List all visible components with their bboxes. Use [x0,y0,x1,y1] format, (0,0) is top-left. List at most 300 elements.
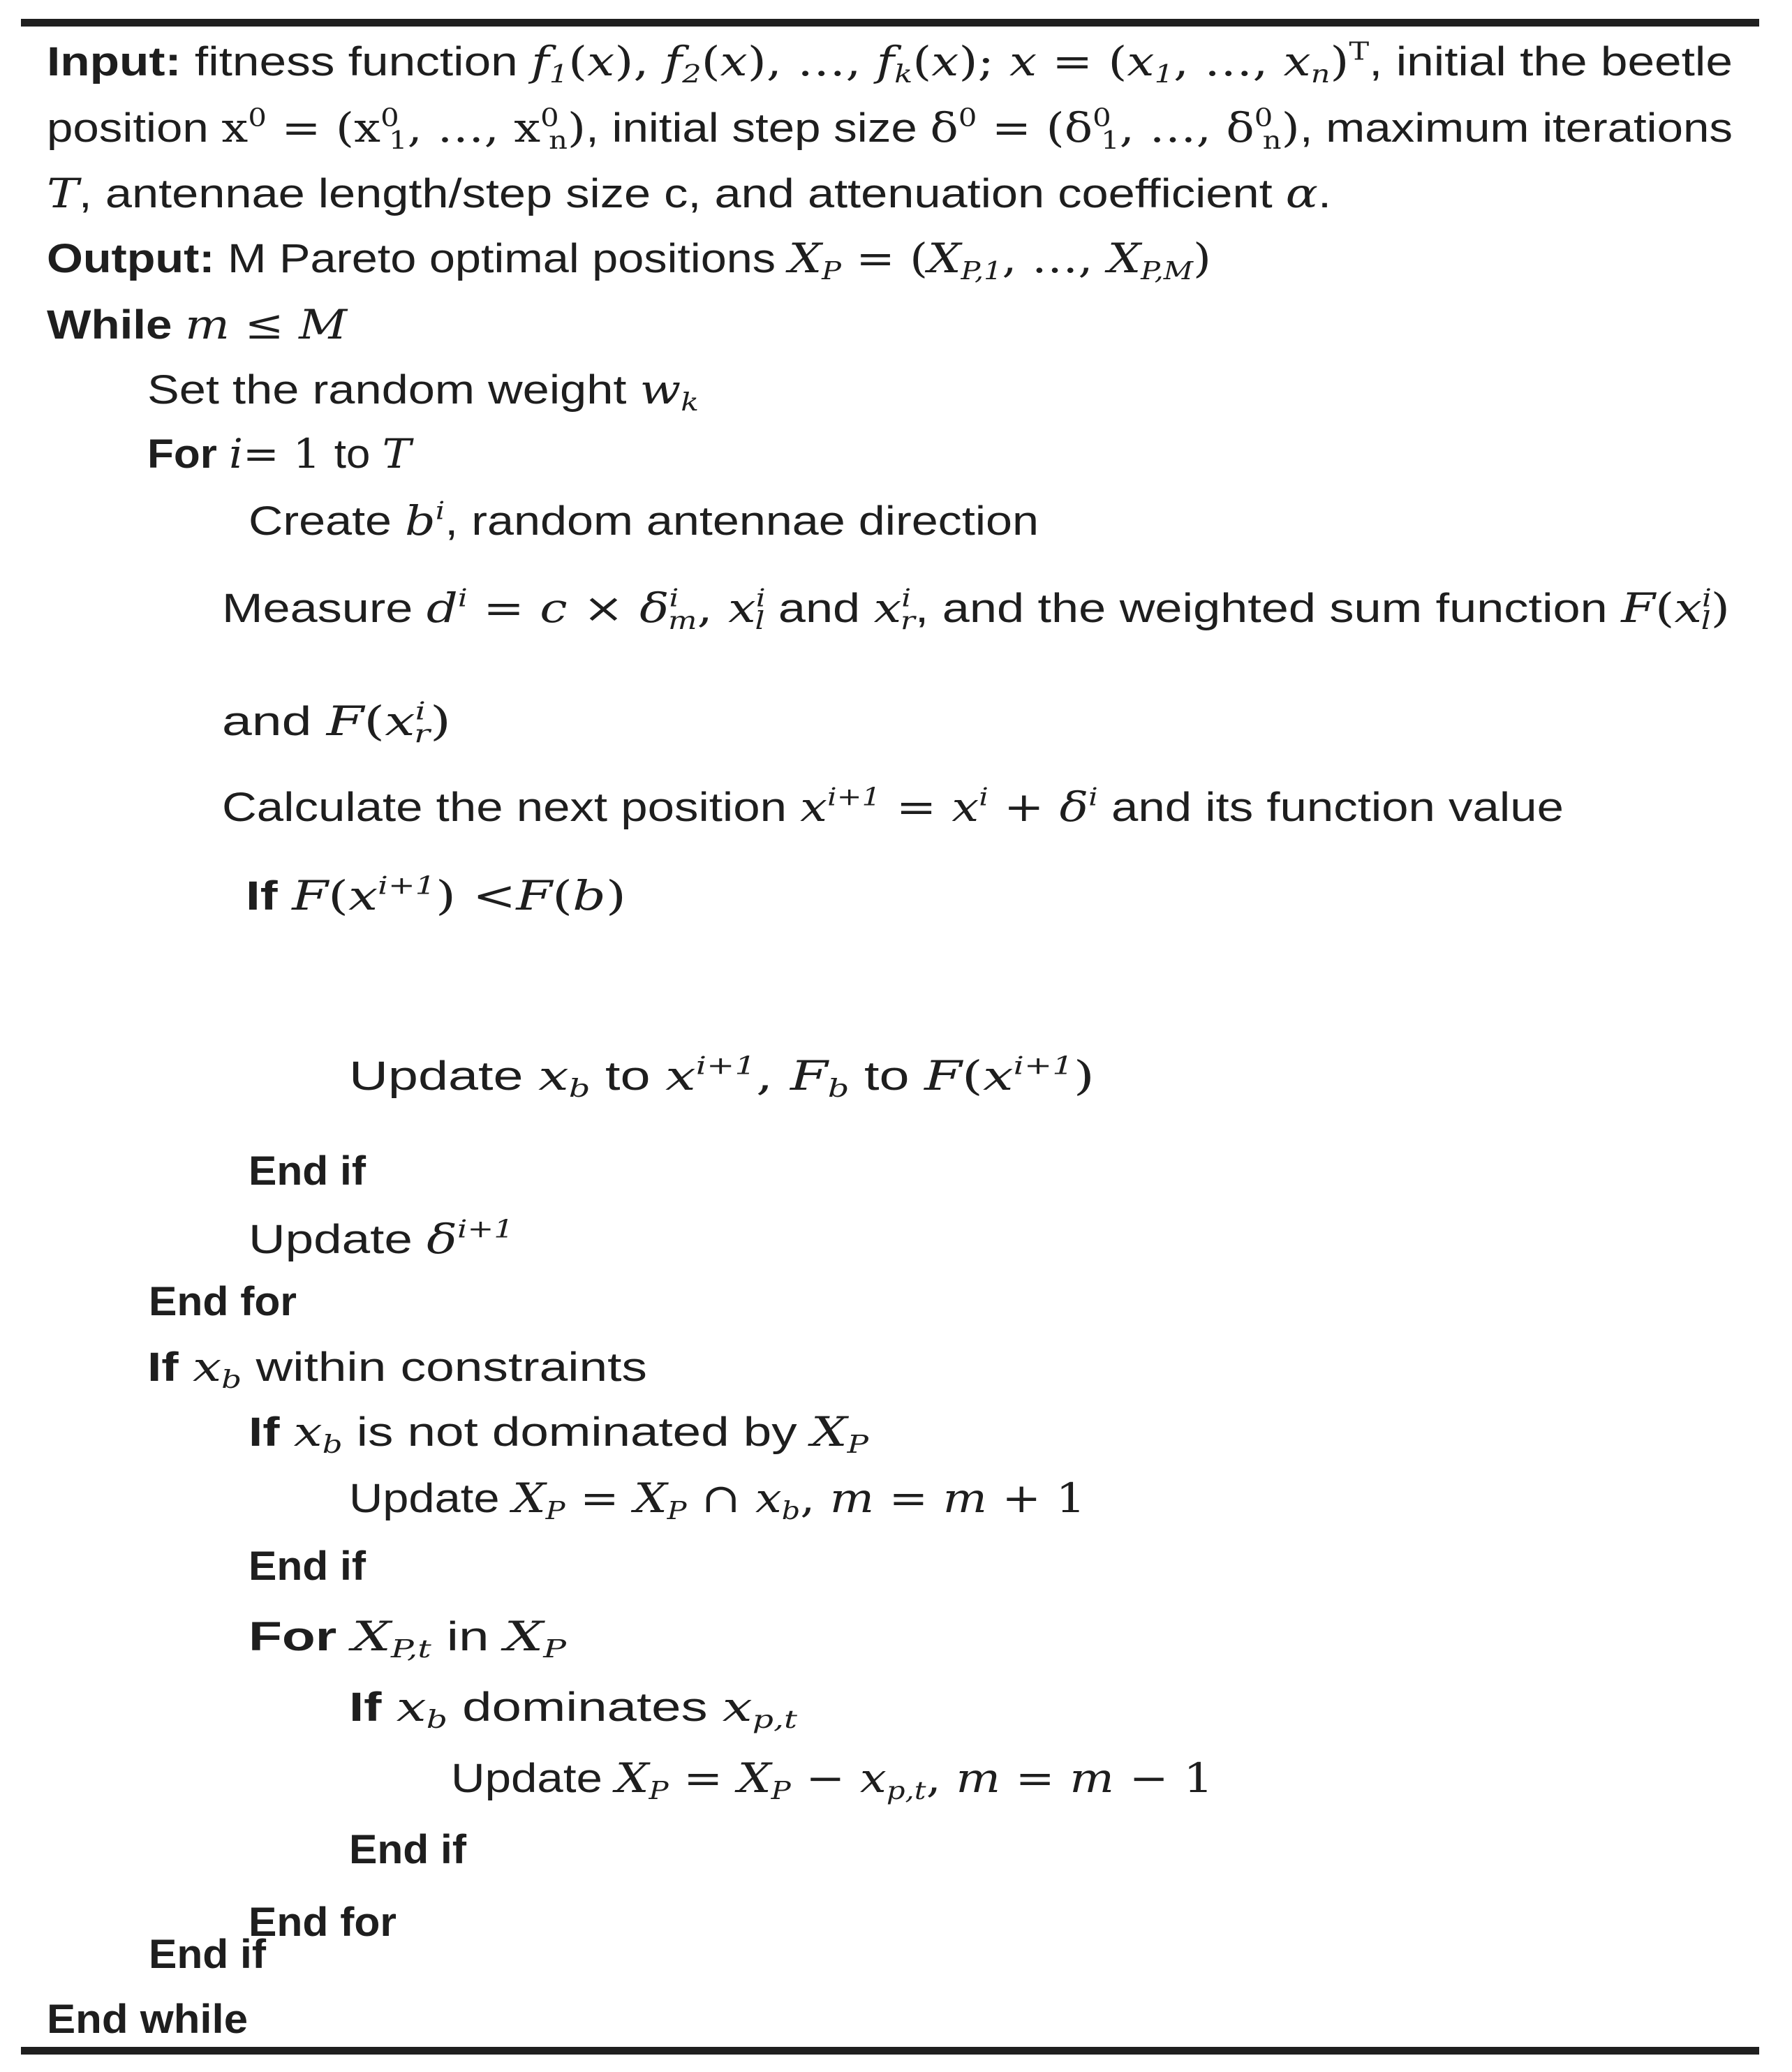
glyph: f [876,37,895,85]
keyword [349,1685,382,1730]
math-symbol [830,1474,874,1522]
math-operator [1120,104,1227,151]
glyph: and [764,585,874,631]
math-symbol [737,1754,791,1805]
algorithm-line-input-2 [47,103,1733,155]
text [1369,39,1733,84]
algorithm-line-end-if-1 [249,1148,366,1194]
text [249,498,405,544]
glyph: b [572,871,606,919]
algorithm-line-end-for-2 [249,1899,397,1945]
superscript: i [415,697,426,726]
subscript: b [781,1496,801,1525]
subscript: 2 [682,59,702,89]
glyph: M [299,300,348,348]
superscript: 0 [1254,103,1273,133]
subscript: P,M [1141,256,1194,286]
text [431,1614,505,1659]
math-operator [791,1754,860,1802]
subscript: p,t [752,1705,798,1734]
glyph: , maximum iterations [1299,105,1733,151]
algorithm-line-end-while [47,1996,249,2042]
glyph: within constraints [242,1344,647,1390]
glyph: x [720,37,748,85]
glyph: F [924,1051,962,1100]
math-symbol [512,1474,565,1525]
math-operator [1064,103,1120,155]
glyph: End if [249,1148,366,1194]
subscript: b [221,1365,242,1394]
glyph: Output: [47,235,215,281]
math-symbol [348,872,436,919]
math-operator [468,584,540,632]
math-symbol [859,1754,926,1805]
math-operator [912,38,931,85]
glyph: x [728,584,756,632]
text [47,105,221,151]
math-symbol [504,1612,567,1664]
glyph: ) < [436,871,517,919]
math-operator [1330,38,1369,85]
math-operator [930,104,977,151]
subscript: l [1701,606,1711,635]
subscript: 1 [1101,126,1120,155]
glyph: b [405,496,436,545]
subscript: b [426,1705,447,1734]
subscript: k [894,59,913,89]
math-operator [568,104,586,151]
subscript: P [667,1496,687,1525]
glyph: ) [567,103,586,151]
text [222,699,327,744]
subscript: b [322,1430,343,1459]
math-operator [977,104,1064,151]
glyph: , …, [1002,234,1108,282]
subscript: m [668,606,697,635]
math-symbol [427,1215,514,1263]
glyph: x [931,37,959,85]
glyph: ( [328,871,349,919]
glyph [179,1345,193,1390]
math-operator [697,584,728,632]
glyph: x [873,584,902,632]
text [217,431,229,477]
glyph: ( [552,871,573,919]
glyph: = [874,1474,943,1522]
algorithm-line-update-xb [349,1051,1095,1103]
glyph: ( [912,37,932,85]
glyph: If [349,1684,382,1730]
text [1098,785,1564,830]
glyph: δ [639,584,669,632]
glyph: X [352,1612,391,1660]
math-symbol [1621,584,1655,632]
glyph: X [737,1754,771,1802]
superscript: i+1 [827,783,881,812]
algorithm-line-output [47,234,1212,286]
math-operator [354,103,408,155]
glyph [382,1685,397,1730]
math-symbol [1069,1754,1114,1802]
superscript: i [979,783,988,812]
glyph: = ( [266,103,355,151]
glyph: f [664,37,683,85]
text [1300,105,1733,151]
subscript: l [755,606,765,635]
glyph: x [1283,37,1311,85]
glyph: , …, [407,103,514,151]
subscript: P [649,1776,669,1805]
math-symbol [931,38,958,85]
math-operator [958,38,1009,85]
superscript: 0 [380,103,399,133]
subscript: P,t [390,1634,431,1664]
text [591,1053,666,1099]
glyph: X [504,1612,544,1660]
superscript: i [901,584,912,613]
subscript: P [543,1634,567,1664]
glyph: δ [930,103,958,151]
glyph: x [385,697,415,745]
math-operator [1173,38,1284,85]
glyph: ( [961,1051,984,1100]
keyword [149,1932,266,1977]
glyph: End while [47,1996,249,2042]
math-operator [552,872,572,919]
algorithm-line-create [249,496,1039,545]
text [349,1476,512,1521]
algorithm-line-for-xpt [249,1612,567,1664]
superscript: i [1702,584,1712,613]
glyph: Input: [47,38,182,84]
math-symbol [665,1052,756,1100]
glyph: T [47,169,79,217]
math-symbol [728,584,766,635]
glyph: dominates [447,1684,723,1730]
algorithm-line-end-if-4 [149,1931,267,1977]
subscript: P [771,1776,791,1805]
math-symbol [755,1474,801,1525]
glyph: δ [1226,103,1254,151]
superscript: i+1 [1013,1051,1074,1081]
math-operator [514,103,568,155]
math-symbol [299,301,347,348]
glyph: x [800,783,828,831]
algorithm-line-end-if-3 [349,1826,467,1872]
glyph: + 1 [987,1474,1086,1522]
text [1318,171,1331,216]
math-operator [1002,235,1107,282]
math-operator [1193,235,1211,282]
math-operator [606,872,626,919]
subscript: p,t [886,1776,926,1805]
glyph: m [956,1754,1001,1802]
superscript: i [457,584,468,613]
glyph: F [326,697,364,745]
keyword [147,431,217,477]
glyph: x [859,1754,887,1802]
subscript: P [822,256,841,286]
glyph: x [514,103,541,151]
math-operator [874,1474,943,1522]
glyph: = [668,1754,738,1802]
text [451,1756,616,1801]
algorithm-line-update-xp-add [349,1474,1086,1525]
math-symbol [722,1682,798,1734]
glyph: For [249,1613,337,1659]
math-symbol [327,697,364,745]
math-symbol [800,783,881,831]
math-symbol [943,1474,987,1522]
math-symbol [788,234,841,286]
superscript: i [1088,783,1098,812]
keyword [47,1997,248,2042]
glyph: x [538,1051,569,1100]
text [179,1345,193,1390]
glyph: , [926,1754,956,1802]
glyph: , initial step size [586,105,931,151]
glyph: x [665,1051,696,1100]
math-operator [881,783,952,831]
text [849,1053,924,1099]
superscript: i [669,584,679,613]
keyword [47,302,172,348]
math-symbol [516,872,552,919]
subscript: r [900,606,915,635]
glyph: x [348,871,378,919]
glyph: δ [1064,103,1093,151]
keyword [249,1544,366,1589]
math-symbol [540,584,567,632]
glyph: , [755,1051,791,1100]
glyph: = [880,783,952,831]
glyph: ) [1193,234,1212,282]
glyph: and [222,698,327,744]
glyph: T [382,429,411,478]
math-symbol [810,1407,868,1459]
math-operator [568,38,587,85]
math-symbol [956,1754,1000,1802]
math-symbol [405,497,445,545]
glyph: ) [605,871,626,919]
glyph: F [516,871,553,919]
math-symbol [928,234,1002,286]
text [915,586,1621,631]
subscript: r [414,719,430,748]
glyph: M Pareto optimal positions [214,235,789,281]
glyph: , initial the beetle [1369,38,1733,84]
superscript: 0 [958,103,977,133]
glyph [172,302,185,348]
superscript: i+1 [695,1051,756,1081]
glyph: ) [1281,103,1300,151]
math-operator [614,38,664,85]
glyph: ( [364,697,385,745]
math-operator [267,104,354,151]
math-operator [364,697,385,745]
glyph: x [587,37,615,85]
glyph: x [293,1407,323,1456]
math-symbol [634,1474,687,1525]
superscript: i+1 [457,1215,514,1244]
glyph: While [47,302,172,348]
superscript: 0 [248,103,267,133]
math-symbol [383,430,411,478]
math-symbol [352,1612,431,1664]
superscript: i+1 [378,871,436,901]
glyph: End if [149,1931,267,1977]
math-symbol [1283,37,1331,89]
glyph: Update [451,1755,616,1801]
math-symbol [1127,37,1173,89]
glyph: position [47,105,222,151]
math-operator [687,1474,756,1522]
glyph: ) [1330,37,1349,85]
glyph: x [1009,37,1037,85]
superscript: 0 [1093,103,1111,133]
math-operator [1074,1052,1095,1100]
glyph: x [192,1342,222,1391]
glyph: Set the random weight [147,367,640,413]
glyph: is not dominated by [342,1409,811,1455]
math-symbol [531,37,569,89]
glyph: = [467,584,540,632]
glyph: If [147,1344,179,1390]
glyph: Measure [222,585,427,631]
superscript: i [435,496,445,526]
math-operator [1114,1754,1213,1802]
math-operator [702,38,720,85]
text [222,785,800,830]
math-operator [926,1754,956,1802]
subscript: 1 [1154,59,1173,89]
glyph: F [1621,584,1655,632]
math-symbol [587,38,614,85]
math-operator [1226,103,1282,155]
glyph: F [790,1051,828,1100]
text [445,498,1039,544]
subscript: 1 [549,59,569,89]
glyph: x [983,1051,1014,1100]
glyph: = [1000,1754,1070,1802]
glyph: , random antennae direction [445,498,1039,544]
glyph: x [354,103,381,151]
glyph: d [426,584,458,632]
text [349,1053,538,1099]
glyph: δ [427,1215,458,1263]
glyph: ( [1654,584,1675,632]
glyph: End for [149,1278,297,1324]
math-symbol [720,38,748,85]
glyph: + [988,783,1060,831]
glyph: x [755,1474,782,1522]
superscript: T [1349,37,1370,66]
math-symbol [185,301,230,348]
algorithm-line-for-i [147,429,411,478]
math-symbol [396,1682,447,1734]
top-rule [21,19,1759,27]
algorithm-line-if-not-dominated [249,1407,868,1459]
text [279,1409,293,1455]
keyword [47,236,214,281]
glyph: , …, [1173,37,1284,85]
math-symbol [1286,170,1318,217]
glyph: × [567,584,640,632]
glyph: X [1107,234,1141,282]
glyph: If [246,873,278,919]
glyph: Calculate the next position [222,784,801,830]
glyph: = [565,1474,635,1522]
text [147,367,640,413]
algorithm-line-end-if-2 [249,1543,366,1589]
math-symbol [1009,38,1037,85]
math-symbol [229,430,243,478]
glyph: fitness function [181,38,532,84]
math-operator [328,872,348,919]
glyph: X [634,1474,667,1522]
glyph: m [185,300,230,348]
glyph: ≤ [229,300,299,348]
glyph: − [790,1754,860,1802]
glyph: , [697,584,729,632]
algorithm-line-update-xp-remove [451,1754,1214,1805]
math-symbol [951,783,988,831]
text [182,39,531,84]
glyph: ), [614,37,665,85]
glyph: , and the weighted sum function [914,585,1622,631]
text [172,302,185,348]
algorithm-line-set-weight [147,365,699,417]
glyph: ), …, [747,37,877,85]
math-symbol [192,1342,242,1394]
math-symbol [639,365,699,417]
math-operator [962,1052,983,1100]
glyph: m [1069,1754,1115,1802]
math-symbol [615,1754,669,1805]
text [334,431,383,477]
glyph: X [810,1407,847,1456]
keyword [47,39,182,84]
math-symbol [924,1052,962,1100]
algorithm-line-update-delta [249,1215,514,1263]
algorithm-line-input-3 [47,169,1332,217]
glyph: c [540,584,568,632]
glyph: m [942,1474,988,1522]
math-symbol [983,1052,1074,1100]
algorithm-line-calculate [222,783,1564,831]
keyword [249,1900,397,1945]
math-symbol [1674,584,1712,635]
subscript: 1 [389,126,408,155]
text [343,1409,811,1455]
algorithm-line-measure-2 [222,697,452,748]
glyph: Create [249,498,406,544]
superscript: 0 [540,103,559,133]
math-operator [243,430,334,478]
glyph: = ( [977,103,1065,151]
algorithm-line-if-dominates [349,1682,798,1734]
glyph: X [615,1754,649,1802]
text [214,236,788,281]
glyph: to [849,1053,925,1099]
subscript: n [1310,59,1331,89]
glyph: = ( [1037,37,1127,85]
glyph: , …, [1119,103,1227,151]
text [586,105,930,151]
keyword [147,1345,179,1390]
math-operator [1037,38,1127,85]
glyph: If [249,1409,280,1455]
